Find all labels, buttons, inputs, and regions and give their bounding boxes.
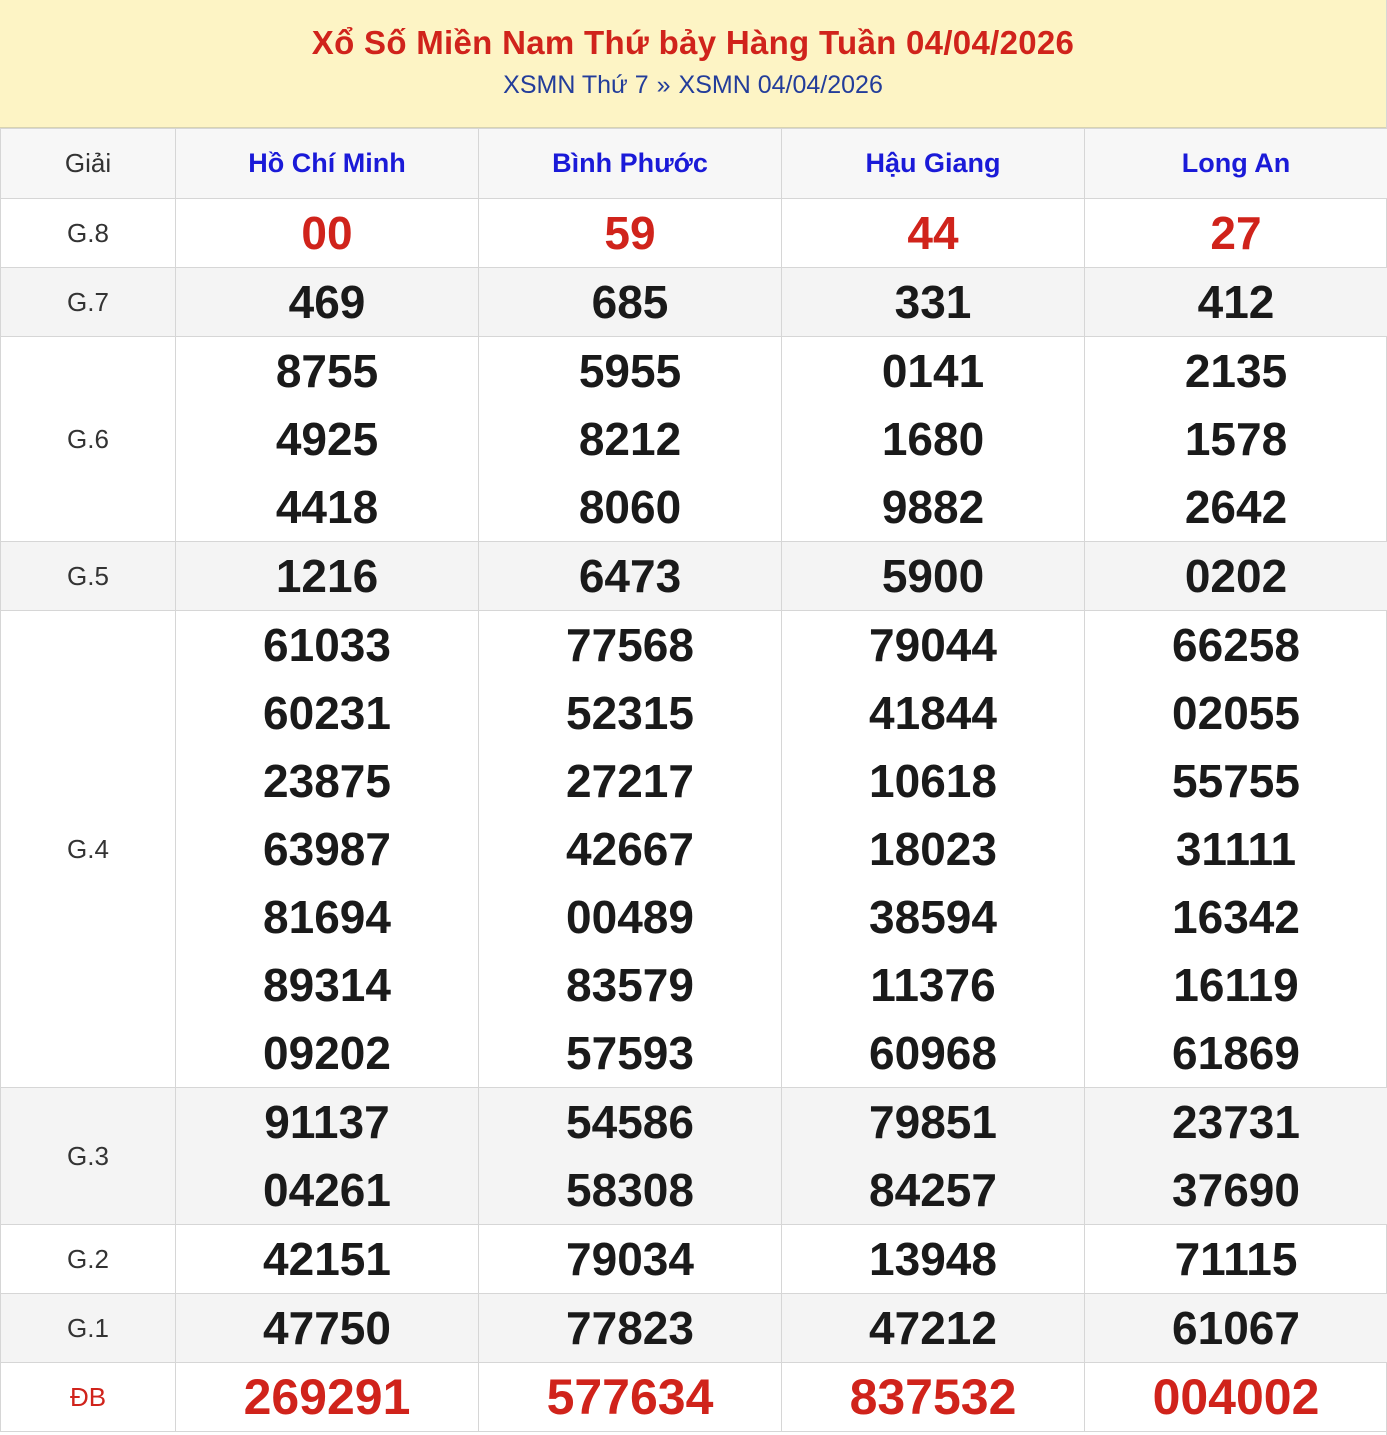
giai-header: Giải [1, 129, 176, 199]
prize-row [1, 337, 1387, 542]
results-header [0, 0, 1386, 128]
prize-number: 6473 [578, 550, 682, 602]
province-header[interactable]: Bình Phước [479, 129, 782, 199]
prize-number: 2642 [1184, 481, 1288, 533]
prize-number: 77823 [566, 1302, 694, 1354]
province-header[interactable]: Hồ Chí Minh [176, 129, 479, 199]
prize-cell [1085, 1225, 1387, 1294]
results-table [0, 128, 1387, 1432]
prize-label: G.4 [1, 611, 176, 1088]
province-header-row [1, 129, 1387, 199]
prize-number: 41844 [869, 687, 997, 739]
prize-cell [479, 1088, 782, 1225]
prize-label: G.2 [1, 1225, 176, 1294]
prize-cell [479, 268, 782, 337]
prize-cell [1085, 1088, 1387, 1225]
link-date[interactable]: XSMN 04/04/2026 [678, 71, 883, 99]
prize-number: 60231 [263, 687, 391, 739]
prize-cell [479, 1363, 782, 1432]
prize-number: 004002 [1152, 1369, 1320, 1425]
prize-label: G.3 [1, 1088, 176, 1225]
breadcrumb [0, 70, 1386, 100]
prize-number: 59 [604, 207, 656, 259]
prize-number: 23875 [263, 755, 391, 807]
prize-number: 8212 [578, 413, 682, 465]
prize-number: 61067 [1172, 1302, 1300, 1354]
prize-number: 331 [894, 276, 972, 328]
prize-cell [176, 337, 479, 542]
prize-number: 577634 [546, 1369, 714, 1425]
prize-number: 60968 [869, 1027, 997, 1079]
prize-number: 55755 [1172, 755, 1300, 807]
prize-label: G.7 [1, 268, 176, 337]
prize-cell [782, 1294, 1085, 1363]
prize-number: 685 [591, 276, 669, 328]
prize-cell [176, 1294, 479, 1363]
province-header[interactable]: Hậu Giang [782, 129, 1085, 199]
prize-row [1, 611, 1387, 1088]
prize-cell [1085, 1294, 1387, 1363]
prize-number: 42151 [263, 1233, 391, 1285]
prize-cell [782, 1088, 1085, 1225]
prize-number: 16119 [1173, 959, 1299, 1011]
prize-cell [176, 542, 479, 611]
breadcrumb-separator: » [656, 71, 671, 99]
prize-cell [176, 199, 479, 268]
prize-label: G.1 [1, 1294, 176, 1363]
prize-number: 5900 [881, 550, 985, 602]
prize-number: 09202 [263, 1027, 391, 1079]
prize-number: 8060 [578, 481, 682, 533]
prize-number: 91137 [264, 1096, 390, 1148]
prize-number: 9882 [881, 481, 985, 533]
prize-number: 66258 [1172, 619, 1300, 671]
prize-number: 31111 [1175, 823, 1297, 875]
prize-number: 02055 [1172, 687, 1300, 739]
prize-cell [782, 268, 1085, 337]
prize-number: 44 [907, 207, 959, 259]
prize-row [1, 268, 1387, 337]
prize-number: 412 [1197, 276, 1275, 328]
prize-label: G.5 [1, 542, 176, 611]
prize-cell [176, 611, 479, 1088]
prize-number: 37690 [1172, 1164, 1300, 1216]
prize-number: 77568 [566, 619, 694, 671]
prize-number: 16342 [1172, 891, 1300, 943]
prize-number: 00 [301, 207, 353, 259]
prize-number: 1680 [881, 413, 985, 465]
prize-number: 00489 [566, 891, 694, 943]
prize-cell [479, 199, 782, 268]
prize-cell [782, 611, 1085, 1088]
prize-number: 84257 [869, 1164, 997, 1216]
prize-number: 18023 [869, 823, 997, 875]
prize-cell [479, 1294, 782, 1363]
prize-number: 0141 [881, 345, 985, 397]
prize-number: 27 [1210, 207, 1262, 259]
prize-number: 79851 [869, 1096, 997, 1148]
prize-label: G.8 [1, 199, 176, 268]
prize-number: 81694 [263, 891, 391, 943]
prize-number: 23731 [1172, 1096, 1300, 1148]
prize-row [1, 1294, 1387, 1363]
prize-number: 469 [288, 276, 366, 328]
prize-cell [782, 199, 1085, 268]
prize-cell [176, 1363, 479, 1432]
prize-number: 1578 [1184, 413, 1288, 465]
prize-cell [1085, 1363, 1387, 1432]
prize-number: 269291 [243, 1369, 411, 1425]
prize-number: 0202 [1184, 550, 1288, 602]
prize-number: 83579 [566, 959, 694, 1011]
prize-number: 52315 [566, 687, 694, 739]
prize-row [1, 1088, 1387, 1225]
prize-number: 04261 [263, 1164, 391, 1216]
prize-number: 27217 [566, 755, 694, 807]
prize-cell [176, 268, 479, 337]
prize-number: 837532 [849, 1369, 1017, 1425]
prize-cell [1085, 542, 1387, 611]
prize-number: 61033 [263, 619, 391, 671]
prize-number: 13948 [869, 1233, 997, 1285]
prize-number: 10618 [869, 755, 997, 807]
prize-cell [1085, 337, 1387, 542]
prize-cell [782, 1363, 1085, 1432]
prize-number: 63987 [263, 823, 391, 875]
prize-number: 79034 [566, 1233, 694, 1285]
prize-cell [176, 1088, 479, 1225]
prize-cell [782, 337, 1085, 542]
prize-cell [479, 337, 782, 542]
prize-number: 79044 [869, 619, 997, 671]
prize-label: G.6 [1, 337, 176, 542]
prize-cell [176, 1225, 479, 1294]
prize-cell [1085, 268, 1387, 337]
prize-number: 57593 [566, 1027, 694, 1079]
prize-number: 4925 [275, 413, 379, 465]
prize-cell [782, 1225, 1085, 1294]
prize-number: 8755 [275, 345, 379, 397]
prize-number: 71115 [1174, 1233, 1298, 1285]
prize-label: ĐB [1, 1363, 176, 1432]
prize-number: 47750 [263, 1302, 391, 1354]
prize-cell [479, 542, 782, 611]
prize-cell [782, 542, 1085, 611]
prize-number: 58308 [566, 1164, 694, 1216]
prize-number: 2135 [1184, 345, 1288, 397]
prize-cell [1085, 199, 1387, 268]
prize-number: 5955 [578, 345, 682, 397]
prize-number: 1216 [275, 550, 379, 602]
prize-row [1, 199, 1387, 268]
link-day[interactable]: XSMN Thứ 7 [503, 71, 649, 99]
prize-cell [1085, 611, 1387, 1088]
prize-row [1, 1363, 1387, 1432]
prize-number: 38594 [869, 891, 997, 943]
prize-row [1, 542, 1387, 611]
prize-cell [479, 1225, 782, 1294]
prize-row [1, 1225, 1387, 1294]
prize-number: 42667 [566, 823, 694, 875]
prize-number: 54586 [566, 1096, 694, 1148]
province-header[interactable]: Long An [1085, 129, 1387, 199]
prize-number: 4418 [275, 481, 379, 533]
prize-number: 89314 [263, 959, 391, 1011]
prize-number: 11376 [870, 959, 996, 1011]
page-title: Xổ Số Miền Nam Thứ bảy Hàng Tuần 04/04/2026 [311, 24, 1075, 61]
prize-cell [479, 611, 782, 1088]
prize-number: 61869 [1172, 1027, 1300, 1079]
prize-number: 47212 [869, 1302, 997, 1354]
